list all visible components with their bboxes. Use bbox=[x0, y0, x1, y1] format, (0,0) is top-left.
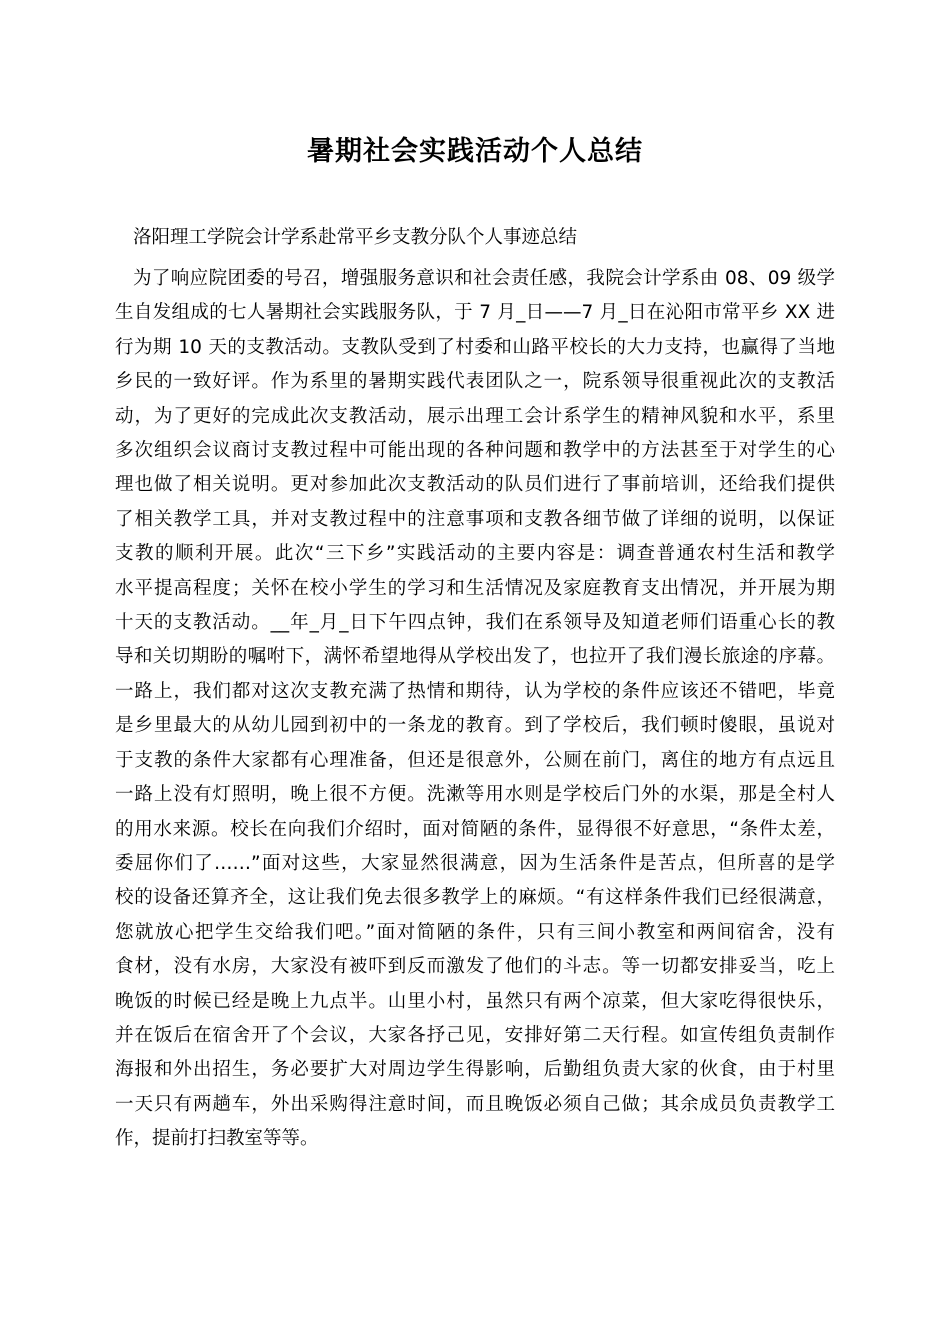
body-line: 食材，没有水房，大家没有被吓到反而激发了他们的斗志。等一切都安排妥当，吃上 bbox=[115, 956, 835, 978]
body-line: 动，为了更好的完成此次支教活动，展示出理工会计系学生的精神风貌和水平，系里 bbox=[115, 405, 835, 427]
body-line: 为了响应院团委的号召，增强服务意识和社会责任感，我院会计学系由 08、09 级学 bbox=[133, 268, 835, 289]
body-line: 委屈你们了……”面对这些，大家显然很满意，因为生活条件是苦点，但所喜的是学 bbox=[115, 852, 835, 874]
body-line: 水平提高程度；关怀在校小学生的学习和生活情况及家庭教育支出情况，并开展为期 bbox=[115, 577, 835, 599]
body-line: 一天只有两趟车，外出采购得注意时间，而且晚饭必须自己做；其余成员负责教学工 bbox=[115, 1093, 835, 1115]
body-line: 于支教的条件大家都有心理准备，但还是很意外，公厕在前门，离住的地方有点远且 bbox=[115, 749, 835, 771]
body-line: 一路上，我们都对这次支教充满了热情和期待，认为学校的条件应该还不错吧，毕竟 bbox=[115, 680, 835, 702]
document-title: 暑期社会实践活动个人总结 bbox=[307, 136, 643, 167]
document-subtitle: 洛阳理工学院会计学系赴常平乡支教分队个人事迹总结 bbox=[133, 227, 578, 248]
body-line: 校的设备还算齐全，这让我们免去很多教学上的麻烦。“有这样条件我们已经很满意， bbox=[115, 887, 835, 909]
document-body bbox=[115, 262, 835, 1157]
body-line: 支教的顺利开展。此次“三下乡”实践活动的主要内容是：调查普通农村生活和教学 bbox=[115, 543, 835, 565]
body-line: 了相关教学工具，并对支教过程中的注意事项和支教各细节做了详细的说明，以保证 bbox=[115, 508, 835, 530]
body-line: 海报和外出招生，务必要扩大对周边学生得影响，后勤组负责大家的伙食，由于村里 bbox=[115, 1059, 835, 1081]
body-line: 您就放心把学生交给我们吧。”面对简陋的条件，只有三间小教室和两间宿舍，没有 bbox=[115, 921, 835, 943]
body-line: 多次组织会议商讨支教过程中可能出现的各种问题和教学中的方法甚至于对学生的心 bbox=[115, 440, 835, 462]
body-line: 是乡里最大的从幼儿园到初中的一条龙的教育。到了学校后，我们顿时傻眼，虽说对 bbox=[115, 715, 835, 737]
body-line: 导和关切期盼的嘱咐下，满怀希望地得从学校出发了，也拉开了我们漫长旅途的序幕。 bbox=[115, 646, 835, 668]
body-line: 十天的支教活动。__年_月_日下午四点钟，我们在系领导及知道老师们语重心长的教 bbox=[115, 612, 835, 634]
body-line: 生自发组成的七人暑期社会实践服务队，于 7 月_日——7 月_日在沁阳市常平乡 XX 进 bbox=[115, 302, 835, 324]
body-line: 理也做了相关说明。更对参加此次支教活动的队员们进行了事前培训，还给我们提供 bbox=[115, 474, 835, 496]
body-line: 并在饭后在宿舍开了个会议，大家各抒己见，安排好第二天行程。如宣传组负责制作 bbox=[115, 1024, 835, 1046]
body-line: 晚饭的时候已经是晚上九点半。山里小村，虽然只有两个凉菜，但大家吃得很快乐， bbox=[115, 990, 835, 1012]
body-line: 行为期 10 天的支教活动。支教队受到了村委和山路平校长的大力支持，也赢得了当地 bbox=[115, 336, 835, 358]
body-line: 作，提前打扫教室等等。 bbox=[115, 1128, 319, 1150]
body-line: 的用水来源。校长在向我们介绍时，面对简陋的条件，显得很不好意思，“条件太差， bbox=[115, 818, 835, 840]
body-line: 一路上没有灯照明，晚上很不方便。洗漱等用水则是学校后门外的水渠，那是全村人 bbox=[115, 784, 835, 806]
body-line: 乡民的一致好评。作为系里的暑期实践代表团队之一，院系领导很重视此次的支教活 bbox=[115, 371, 835, 393]
